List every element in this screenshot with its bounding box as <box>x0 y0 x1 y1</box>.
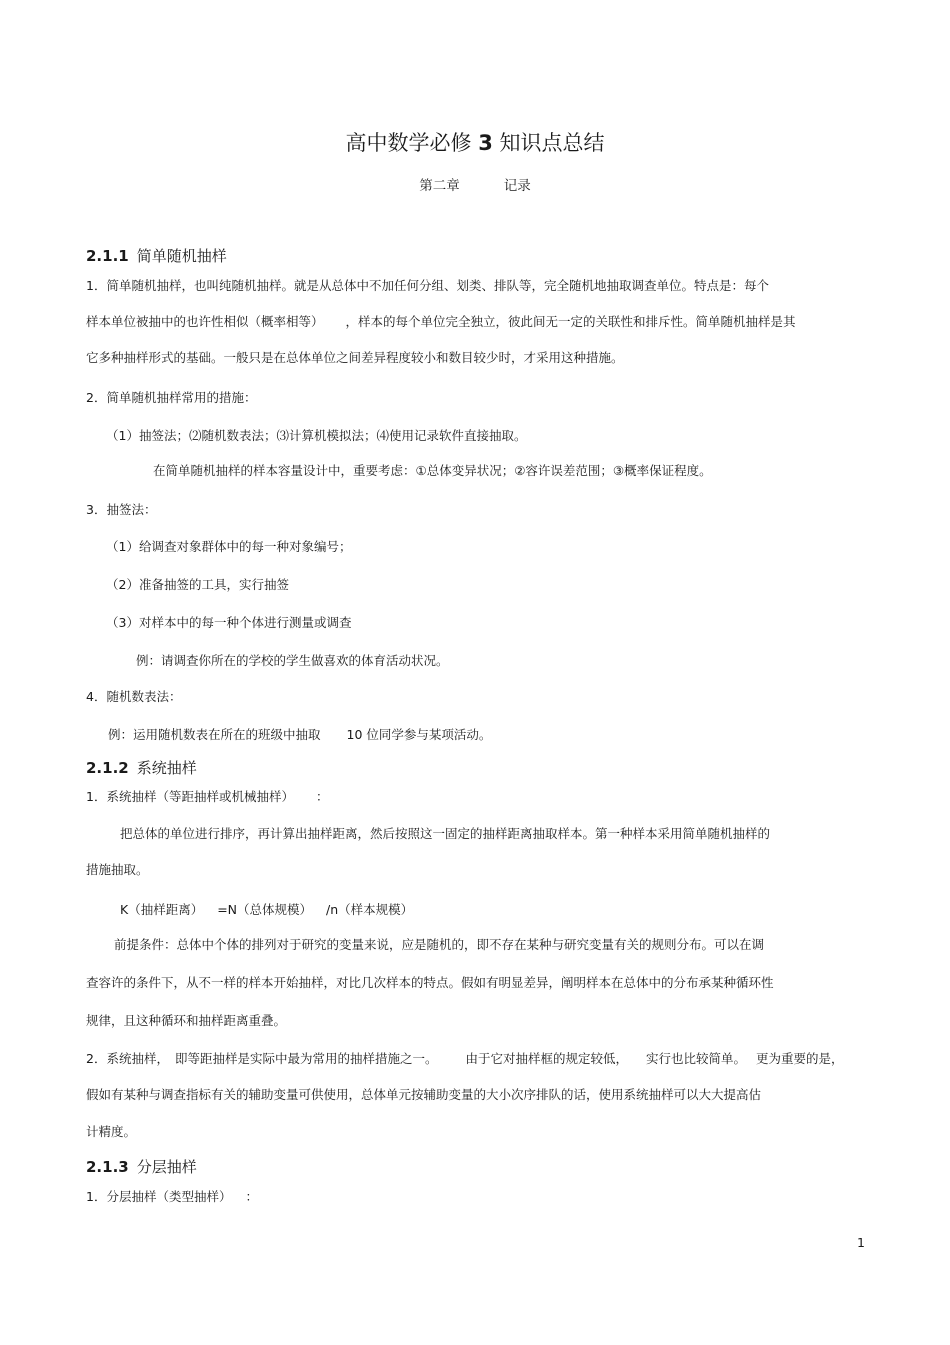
sub-list-item: （3）对样本中的每一种个体进行测量或调查 <box>106 615 352 630</box>
text-span: 1．分层抽样（类型抽样） <box>86 1189 232 1204</box>
list-item: 2．简单随机抽样常用的措施： <box>86 390 257 405</box>
text-span: 实行也比较简单。 <box>646 1051 747 1066</box>
list-item <box>86 1051 844 1067</box>
sub-list-item: （1）抽签法；⑵随机数表法；⑶计算机模拟法；⑷使用记录软件直接抽取。 <box>106 428 527 443</box>
section-title: 简单随机抽样 <box>136 247 227 265</box>
text-span: ： <box>245 1189 258 1204</box>
section-title: 分层抽样 <box>136 1158 197 1176</box>
section-heading-2-1-2 <box>86 758 197 778</box>
text-span: K（抽样距离） <box>120 902 204 917</box>
subtitle-record: 记录 <box>503 178 531 194</box>
paragraph-line: 规律，且这种循环和抽样距离重叠。 <box>86 1013 287 1028</box>
section-number: 2.1.2 <box>86 759 129 777</box>
note-line: 在简单随机抽样的样本容量设计中，重要考虑：①总体变异状况；②容许误差范围；③概率保证程度。 <box>153 463 712 478</box>
section-heading-2-1-1 <box>86 246 227 266</box>
paragraph-line: 前提条件：总体中个体的排列对于研究的变量来说，应是随机的，即不存在某种与研究变量有关的规则分布。可以在调 <box>114 937 765 952</box>
text-span: 即等距抽样是实际中最为常用的抽样措施之一。 <box>174 1051 438 1066</box>
document-subtitle <box>0 177 950 195</box>
section-title: 系统抽样 <box>136 759 197 777</box>
sub-list-item: （1）给调查对象群体中的每一种对象编号； <box>106 539 352 554</box>
text-span: /n（样本规模） <box>326 902 414 917</box>
title-part1: 高中数学必修 <box>345 131 472 155</box>
text-span: 样本单位被抽中的也许性相似（概率相等） <box>86 314 324 329</box>
text-span: 10 位同学参与某项活动。 <box>346 727 492 742</box>
paragraph-line: 把总体的单位进行排序，再计算出抽样距离，然后按照这一固定的抽样距离抽取样本。第一种样本采用简单随机抽样的 <box>120 826 771 841</box>
text-span: 更为重要的是， <box>756 1051 844 1066</box>
list-item: 4．随机数表法： <box>86 689 182 704</box>
text-span: 1．系统抽样（等距抽样或机械抽样） <box>86 789 294 804</box>
formula-line <box>120 902 413 918</box>
paragraph-line <box>86 314 796 330</box>
list-item <box>86 1189 258 1205</box>
paragraph-line: 1．简单随机抽样，也叫纯随机抽样。就是从总体中不加任何分组、划类、排队等，完全随机地抽取调查单位。特点是：每个 <box>86 278 769 293</box>
text-span: ，样本的每个单位完全独立，彼此间无一定的关联性和排斥性。简单随机抽样是其 <box>345 314 796 329</box>
text-span: 2．系统抽样， <box>86 1051 169 1066</box>
paragraph-line: 它多种抽样形式的基础。一般只是在总体单位之间差异程度较小和数目较少时，才采用这种措施。 <box>86 350 624 365</box>
example-line <box>108 727 491 743</box>
section-heading-2-1-3 <box>86 1157 197 1177</box>
section-number: 2.1.1 <box>86 247 129 265</box>
text-span: 例：运用随机数表在所在的班级中抽取 <box>108 727 321 742</box>
list-item <box>86 789 328 805</box>
title-number: 3 <box>478 131 493 155</box>
text-span: 由于它对抽样框的规定较低， <box>465 1051 628 1066</box>
paragraph-line: 计精度。 <box>86 1124 137 1139</box>
text-span: =N（总体规模） <box>217 902 313 917</box>
example-line: 例：请调查你所在的学校的学生做喜欢的体育活动状况。 <box>136 653 449 668</box>
page-number: 1 <box>857 1235 865 1250</box>
list-item: 3．抽签法： <box>86 502 157 517</box>
document-title <box>0 130 950 156</box>
sub-list-item: （2）准备抽签的工具，实行抽签 <box>106 577 289 592</box>
paragraph-line: 措施抽取。 <box>86 862 149 877</box>
section-number: 2.1.3 <box>86 1158 129 1176</box>
paragraph-line: 假如有某种与调查指标有关的辅助变量可供使用，总体单元按辅助变量的大小次序排队的话，使用系统抽样可以大大提高估 <box>86 1087 762 1102</box>
subtitle-chapter: 第二章 <box>419 178 460 194</box>
paragraph-line: 查容许的条件下，从不一样的样本开始抽样，对比几次样本的特点。假如有明显差异，阐明样本在总体中的分布承某种循环性 <box>86 975 774 990</box>
text-span: ： <box>315 789 329 804</box>
title-part2: 知识点总结 <box>499 131 605 155</box>
